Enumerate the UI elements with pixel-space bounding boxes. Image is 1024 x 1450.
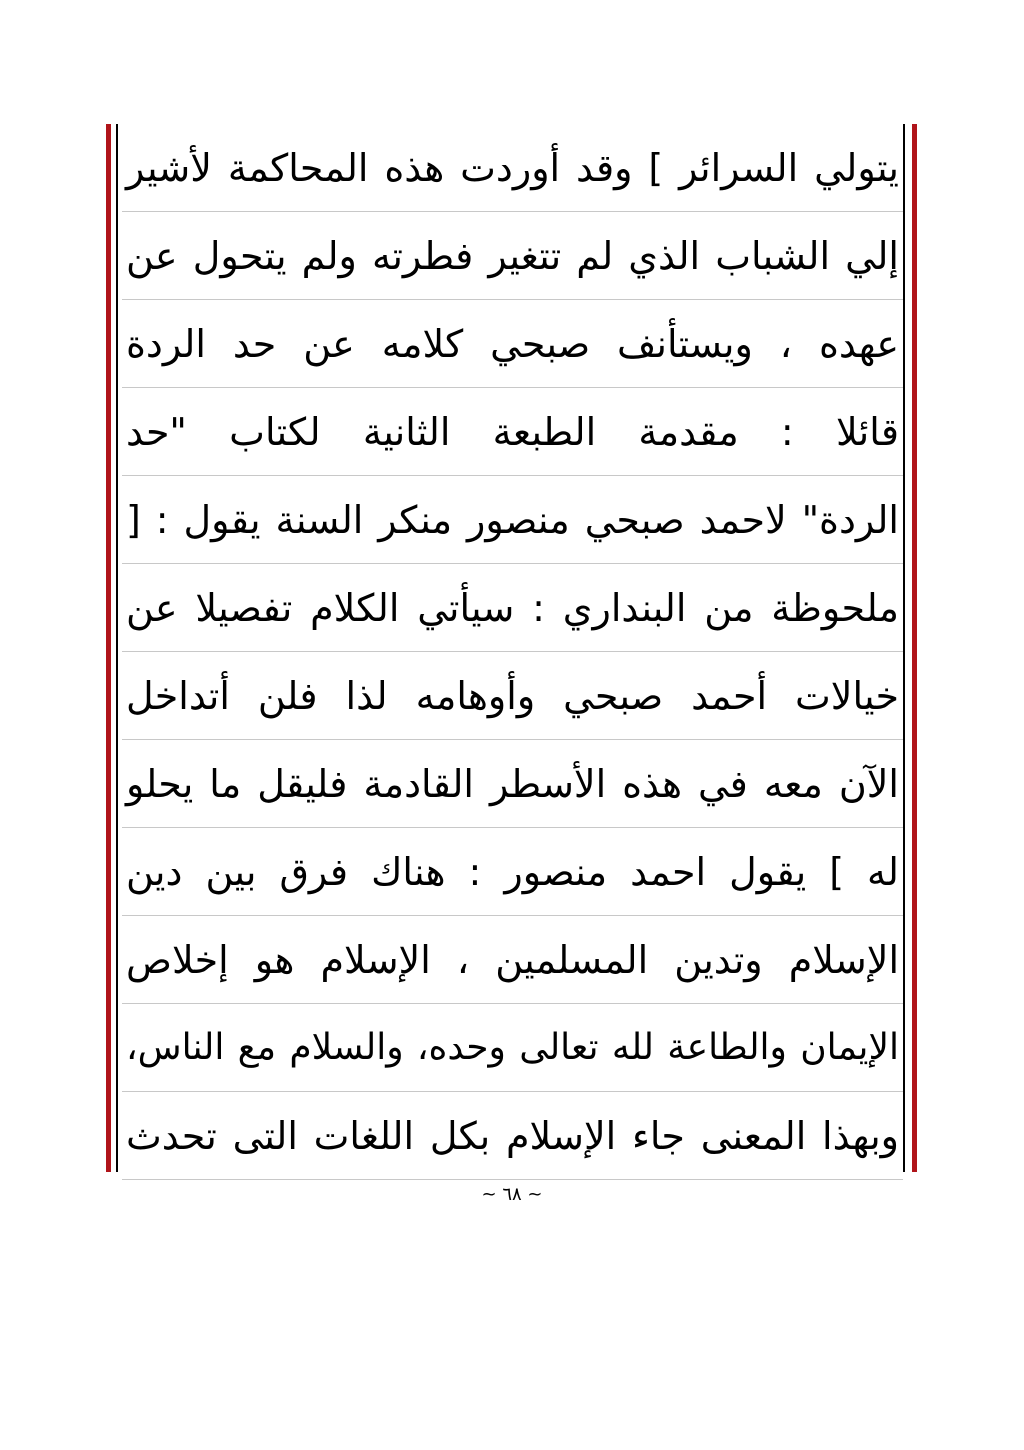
text-line-10: الإسلام وتدين المسلمين ، الإسلام هو إخلاص <box>122 916 903 1004</box>
page-number: ~ ٦٨ ~ <box>481 1184 543 1205</box>
text-line-5: الردة" لاحمد صبحي منصور منكر السنة يقول : [ <box>122 476 903 564</box>
left-border-red-bar <box>106 124 111 1172</box>
right-border-red-bar <box>912 124 917 1172</box>
text-line-11: الإيمان والطاعة لله تعالى وحده، والسلام مع الناس، <box>122 1004 903 1092</box>
left-page-border <box>104 124 122 1172</box>
text-line-4: قائلا : مقدمة الطبعة الثانية لكتاب "حد <box>122 388 903 476</box>
text-line-12: وبهذا المعنى جاء الإسلام بكل اللغات التى تحدث <box>122 1092 903 1180</box>
left-border-black-line <box>116 124 118 1172</box>
right-border-black-line <box>903 124 905 1172</box>
text-line-2: إلي الشباب الذي لم تتغير فطرته ولم يتحول عن <box>122 212 903 300</box>
text-line-1: يتولي السرائر ] وقد أوردت هذه المحاكمة لأشير <box>122 124 903 212</box>
text-line-8: الآن معه في هذه الأسطر القادمة فليقل ما يحلو <box>122 740 903 828</box>
text-line-3: عهده ، ويستأنف صبحي كلامه عن حد الردة <box>122 300 903 388</box>
text-line-9: له ] يقول احمد منصور : هناك فرق بين دين <box>122 828 903 916</box>
text-line-6: ملحوظة من البنداري : سيأتي الكلام تفصيلا عن <box>122 564 903 652</box>
body-text <box>122 124 903 1172</box>
text-line-7: خيالات أحمد صبحي وأوهامه لذا فلن أتداخل <box>122 652 903 740</box>
right-page-border <box>903 124 921 1172</box>
